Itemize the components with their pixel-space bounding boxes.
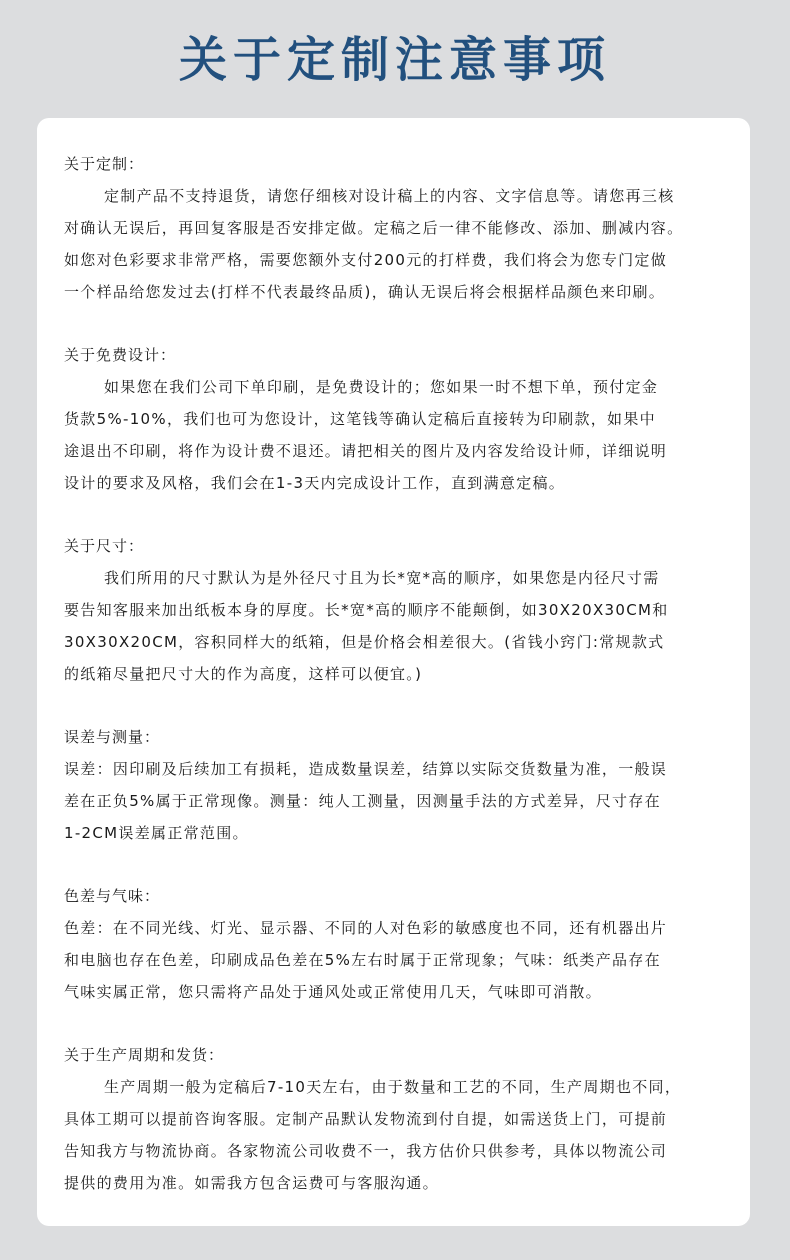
paragraph-line: 和电脑也存在色差，印刷成品色差在5%左右时属于正常现象；气味：纸类产品存在 [64, 951, 661, 969]
paragraph-line: 如果您在我们公司下单印刷，是免费设计的；您如果一时不想下单，预付定金 [104, 378, 659, 396]
notice-card [37, 118, 750, 1226]
section-heading: 关于免费设计： [64, 346, 177, 364]
paragraph-line: 定制产品不支持退货，请您仔细核对设计稿上的内容、文字信息等。请您再三核 [104, 187, 675, 205]
paragraph-line: 具体工期可以提前咨询客服。定制产品默认发物流到付自提，如需送货上门，可提前 [64, 1110, 668, 1128]
paragraph-line: 误差：因印刷及后续加工有损耗，造成数量误差，结算以实际交货数量为准，一般误 [64, 760, 668, 778]
section-free-design [64, 339, 724, 499]
paragraph-line: 色差：在不同光线、灯光、显示器、不同的人对色彩的敏感度也不同，还有机器出片 [64, 919, 668, 937]
paragraph-line: 要告知客服来加出纸板本身的厚度。长*宽*高的顺序不能颠倒，如30X20X30CM和 [64, 601, 669, 619]
section-heading: 关于定制： [64, 155, 145, 173]
section-paragraph [64, 180, 724, 308]
paragraph-line: 生产周期一般为定稿后7-10天左右，由于数量和工艺的不同，生产周期也不同， [104, 1078, 682, 1096]
section-error-measurement [64, 721, 724, 849]
section-paragraph [64, 753, 724, 849]
section-heading: 关于尺寸： [64, 537, 145, 555]
paragraph-line: 对确认无误后，再回复客服是否安排定做。定稿之后一律不能修改、添加、删减内容。 [64, 219, 684, 237]
paragraph-line: 我们所用的尺寸默认为是外径尺寸且为长*宽*高的顺序，如果您是内径尺寸需 [104, 569, 660, 587]
section-heading: 色差与气味： [64, 887, 161, 905]
paragraph-line: 气味实属正常，您只需将产品处于通风处或正常使用几天，气味即可消散。 [64, 983, 602, 1001]
paragraph-line: 途退出不印刷，将作为设计费不退还。请把相关的图片及内容发给设计师，详细说明 [64, 442, 668, 460]
section-paragraph [64, 562, 724, 690]
section-size [64, 530, 724, 690]
paragraph-line: 的纸箱尽量把尺寸大的作为高度，这样可以便宜。) [64, 665, 423, 683]
section-paragraph [64, 371, 724, 499]
section-heading: 关于生产周期和发货： [64, 1046, 225, 1064]
paragraph-line: 一个样品给您发过去(打样不代表最终品质)，确认无误后将会根据样品颜色来印刷。 [64, 283, 666, 301]
paragraph-line: 差在正负5%属于正常现像。测量：纯人工测量，因测量手法的方式差异，尺寸存在 [64, 792, 661, 810]
section-paragraph [64, 1071, 724, 1199]
paragraph-line: 提供的费用为准。如需我方包含运费可与客服沟通。 [64, 1174, 439, 1192]
section-color-odor [64, 880, 724, 1008]
section-paragraph [64, 912, 724, 1008]
section-heading: 误差与测量： [64, 728, 161, 746]
paragraph-line: 设计的要求及风格，我们会在1-3天内完成设计工作，直到满意定稿。 [64, 474, 566, 492]
paragraph-line: 货款5%-10%，我们也可为您设计，这笔钱等确认定稿后直接转为印刷款，如果中 [64, 410, 656, 428]
page-title: 关于定制注意事项 [178, 32, 611, 88]
paragraph-line: 告知我方与物流协商。各家物流公司收费不一，我方估价只供参考，具体以物流公司 [64, 1142, 668, 1160]
paragraph-line: 1-2CM误差属正常范围。 [64, 824, 249, 842]
section-custom-order [64, 148, 724, 308]
paragraph-line: 如您对色彩要求非常严格，需要您额外支付200元的打样费，我们将会为您专门定做 [64, 251, 668, 269]
paragraph-line: 30X30X20CM，容积同样大的纸箱，但是价格会相差很大。(省钱小窍门:常规款式 [64, 633, 665, 651]
section-production-shipping [64, 1039, 724, 1199]
